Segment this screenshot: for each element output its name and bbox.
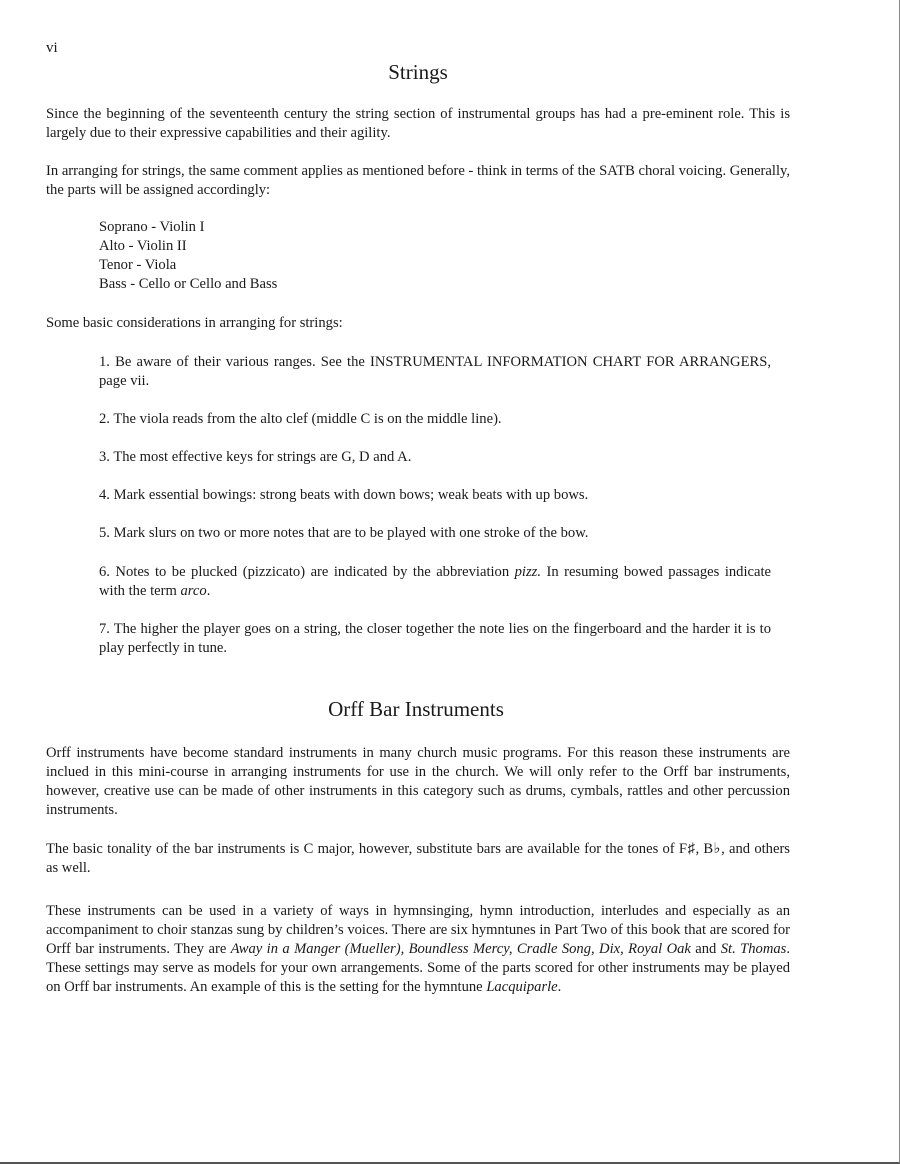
orff-p3-and: and xyxy=(690,941,721,957)
arco-term: arco xyxy=(180,583,207,599)
page-number: vi xyxy=(46,40,58,56)
consideration-5: 5. Mark slurs on two or more notes that are to be played with one stroke of the bow. xyxy=(99,525,589,541)
strings-heading: Strings xyxy=(388,60,448,84)
strings-arranging-paragraph: In arranging for strings, the same comment applies as mentioned before - think in terms of the SATB choral voicing. Generally, the parts will be assigned accordingly: xyxy=(46,163,790,198)
orff-p3-text-c: . xyxy=(557,979,562,995)
orff-paragraph-3 xyxy=(46,902,790,997)
hymn-st-thomas: St. Thomas xyxy=(720,941,787,957)
consideration-7: 7. The higher the player goes on a string, the closer together the note lies on the fingerboard and the harder it is to play perfectly in tune. xyxy=(99,621,771,656)
consideration-6-text-b: In resuming bowed passages indicate with the term xyxy=(99,564,772,599)
consideration-1: 1. Be aware of their various ranges. See the INSTRUMENTAL INFORMATION CHART FOR ARRANGERS, page vii. xyxy=(99,354,771,389)
voicing-item-alto: Alto - Violin II xyxy=(99,238,187,254)
consideration-3: 3. The most effective keys for strings are G, D and A. xyxy=(99,449,412,465)
voicing-item-tenor: Tenor - Viola xyxy=(99,257,177,273)
hymn-lacquiparle: Lacquiparle xyxy=(486,979,558,995)
consideration-6 xyxy=(99,563,771,601)
orff-p3-text-b: . These settings may serve as models for your own arrangements. Some of the parts scored for other instruments may be played on Orff bar instruments. An example of this is the setting for the hymntune xyxy=(46,941,790,995)
considerations-heading: Some basic considerations in arranging for strings: xyxy=(46,315,343,331)
orff-paragraph-1: Orff instruments have become standard instruments in many church music programs. For this reason these instruments are inclued in this mini-course in arranging instruments for use in the church. We will only refer to the Orff bar instruments, however, creative use can be made of other instruments in this category such as drums, cymbals, rattles and other percussion instruments. xyxy=(46,745,790,818)
consideration-4: 4. Mark essential bowings: strong beats with down bows; weak beats with up bows. xyxy=(99,487,589,503)
voicing-item-soprano: Soprano - Violin I xyxy=(99,219,205,235)
consideration-6-text-a: 6. Notes to be plucked (pizzicato) are indicated by the abbreviation xyxy=(99,564,515,580)
orff-paragraph-2: The basic tonality of the bar instruments is C major, however, substitute bars are available for the tones of F♯, B♭, and others as well. xyxy=(46,841,790,876)
consideration-6-text-c: . xyxy=(206,583,211,599)
voicing-item-bass: Bass - Cello or Cello and Bass xyxy=(99,276,278,292)
pizz-term: pizz. xyxy=(514,564,541,580)
orff-heading: Orff Bar Instruments xyxy=(328,697,504,721)
orff-p3-text-a: These instruments can be used in a variety of ways in hymnsinging, hymn introduction, interludes and especially as an accompaniment to choir stanzas sung by children’s voices. There are six hymntunes in Part Two of this book that are scored for Orff bar instruments. They are xyxy=(46,903,790,957)
hymn-titles: Away in a Manger (Mueller), Boundless Mercy, Cradle Song, Dix, Royal Oak xyxy=(230,941,691,957)
consideration-2: 2. The viola reads from the alto clef (middle C is on the middle line). xyxy=(99,411,502,427)
strings-intro-paragraph: Since the beginning of the seventeenth century the string section of instrumental groups has had a pre-eminent role. This is largely due to their expressive capabilities and their agility. xyxy=(46,106,790,141)
voicing-list xyxy=(99,218,277,294)
